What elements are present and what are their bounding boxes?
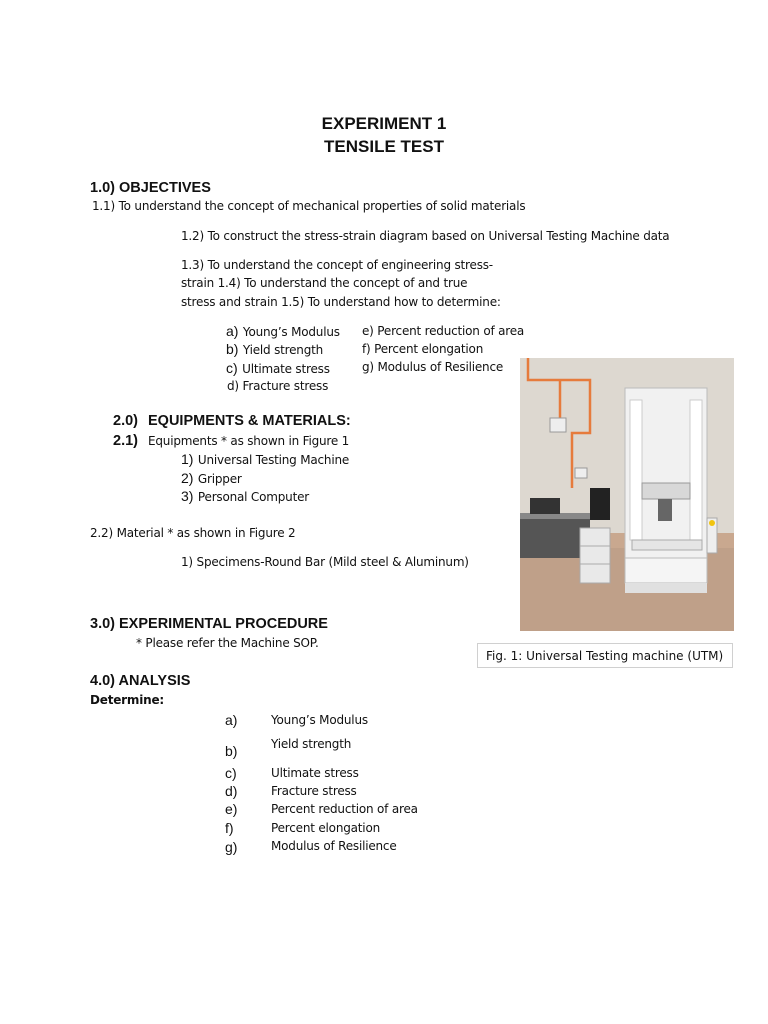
list-text: Yield strength <box>271 737 352 751</box>
list-marker: c) <box>226 360 238 376</box>
utm-photo <box>520 358 734 631</box>
list-marker: a) <box>225 712 238 728</box>
list-item: g) Modulus of Resilience <box>362 360 504 374</box>
material-item: 1) Specimens-Round Bar (Mild steel & Aluminum) <box>181 555 469 569</box>
equipments-subheading: Equipments * as shown in Figure 1 <box>148 434 350 448</box>
analysis-heading: 4.0) ANALYSIS <box>90 673 191 689</box>
list-item: d) Fracture stress <box>227 379 329 393</box>
list-item <box>226 360 330 378</box>
list-text: Yield strength <box>242 343 324 357</box>
objective-1-3-line2: strain 1.4) To understand the concept of and true <box>181 276 468 290</box>
list-text: Fracture stress <box>271 784 357 798</box>
analysis-intro: Determine: <box>90 693 164 707</box>
list-marker: f) <box>225 820 234 836</box>
objective-1-2: 1.2) To construct the stress-strain diagram based on Universal Testing Machine data <box>181 229 670 243</box>
objective-1-3-line1: 1.3) To understand the concept of engineering stress- <box>181 258 493 272</box>
utm-photo-drawing <box>520 358 734 631</box>
list-marker: b) <box>226 341 239 357</box>
list-marker: a) <box>226 323 239 339</box>
list-marker: 1) <box>181 451 194 467</box>
list-text: Universal Testing Machine <box>197 453 350 467</box>
list-marker: e) <box>225 801 238 817</box>
list-item <box>226 341 323 359</box>
list-marker: g) <box>225 839 238 855</box>
material-subheading: 2.2) Material * as shown in Figure 2 <box>90 526 296 540</box>
list-item: f) Percent elongation <box>362 342 484 356</box>
list-marker: 2) <box>181 470 194 486</box>
list-marker: c) <box>225 765 237 781</box>
list-text: Percent reduction of area <box>271 802 418 816</box>
list-item <box>226 323 340 341</box>
list-marker: 3) <box>181 488 194 504</box>
figure-caption: Fig. 1: Universal Testing machine (UTM) <box>477 643 733 668</box>
list-marker: b) <box>225 743 238 759</box>
list-text: Percent elongation <box>271 821 380 835</box>
procedure-note: * Please refer the Machine SOP. <box>136 636 319 650</box>
list-item <box>181 488 309 506</box>
objectives-heading: 1.0) OBJECTIVES <box>90 180 211 196</box>
list-text: Gripper <box>197 472 242 486</box>
equipments-heading-number: 2.0) <box>113 413 138 429</box>
list-item <box>181 451 349 469</box>
document-title-line1: EXPERIMENT 1 <box>321 114 447 133</box>
objective-1-3-line3: stress and strain 1.5) To understand how to determine: <box>181 295 501 309</box>
document-title-line2: TENSILE TEST <box>324 137 444 156</box>
list-text: Modulus of Resilience <box>271 839 397 853</box>
procedure-heading: 3.0) EXPERIMENTAL PROCEDURE <box>90 616 328 632</box>
objective-1-1: 1.1) To understand the concept of mechanical properties of solid materials <box>92 199 526 213</box>
list-text: Ultimate stress <box>271 766 359 780</box>
equipments-heading: EQUIPMENTS & MATERIALS: <box>148 413 351 429</box>
list-text: Young’s Modulus <box>271 713 368 727</box>
list-text: Ultimate stress <box>242 362 330 376</box>
list-marker: d) <box>225 783 238 799</box>
list-text: Personal Computer <box>197 490 309 504</box>
list-item: e) Percent reduction of area <box>362 324 525 338</box>
list-item <box>181 470 242 488</box>
list-text: Young’s Modulus <box>242 325 340 339</box>
equipments-subheading-number: 2.1) <box>113 433 138 449</box>
